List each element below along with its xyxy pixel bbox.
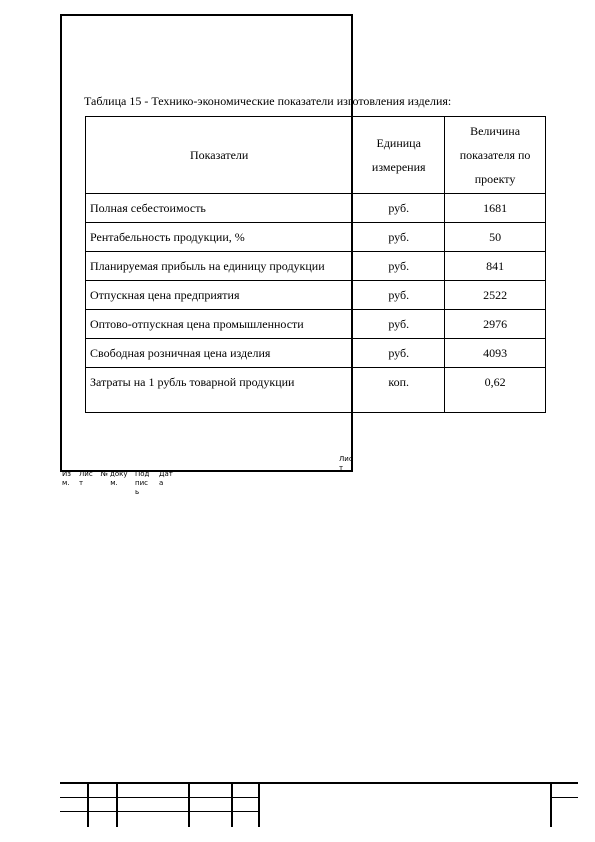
header-indicators: Показатели — [86, 117, 353, 194]
row-unit: коп. — [353, 368, 445, 413]
table-row — [86, 223, 546, 252]
stamp-col-docnum: № докум. — [100, 470, 128, 487]
table-row — [86, 368, 546, 413]
row-value: 2976 — [445, 310, 546, 339]
row-name: Оптово-отпускная цена промышленности — [86, 310, 353, 339]
row-unit: руб. — [353, 339, 445, 368]
table-caption: Таблица 15 - Технико-экономические показатели изготовления изделия: — [84, 94, 452, 108]
indicators-table — [85, 116, 546, 413]
row-name: Свободная розничная цена изделия — [86, 339, 353, 368]
table-row — [86, 310, 546, 339]
row-unit: руб. — [353, 194, 445, 223]
row-value: 841 — [445, 252, 546, 281]
row-value: 4093 — [445, 339, 546, 368]
row-unit: руб. — [353, 252, 445, 281]
row-unit: руб. — [353, 310, 445, 339]
row-unit: руб. — [353, 281, 445, 310]
table-row — [86, 252, 546, 281]
row-name: Отпускная цена предприятия — [86, 281, 353, 310]
table-row — [86, 339, 546, 368]
row-value: 1681 — [445, 194, 546, 223]
row-value: 50 — [445, 223, 546, 252]
header-value: Величина показателя по проекту — [445, 117, 546, 194]
row-unit: руб. — [353, 223, 445, 252]
stamp-sheet-label: Лист — [339, 455, 353, 472]
table-header-row — [86, 117, 546, 194]
table-row — [86, 194, 546, 223]
header-unit: Единица измерения — [353, 117, 445, 194]
row-value: 2522 — [445, 281, 546, 310]
stamp-col-sheet: Лист — [79, 470, 93, 487]
stamp-col-date: Дата — [159, 470, 173, 487]
row-name: Полная себестоимость — [86, 194, 353, 223]
row-name: Планируемая прибыль на единицу продукции — [86, 252, 353, 281]
stamp-col-change: Изм. — [62, 470, 71, 487]
table-row — [86, 281, 546, 310]
row-name: Рентабельность продукции, % — [86, 223, 353, 252]
stamp-col-signature: Подпись — [135, 470, 150, 496]
row-value: 0,62 — [445, 368, 546, 413]
row-name: Затраты на 1 рубль товарной продукции — [86, 368, 353, 413]
